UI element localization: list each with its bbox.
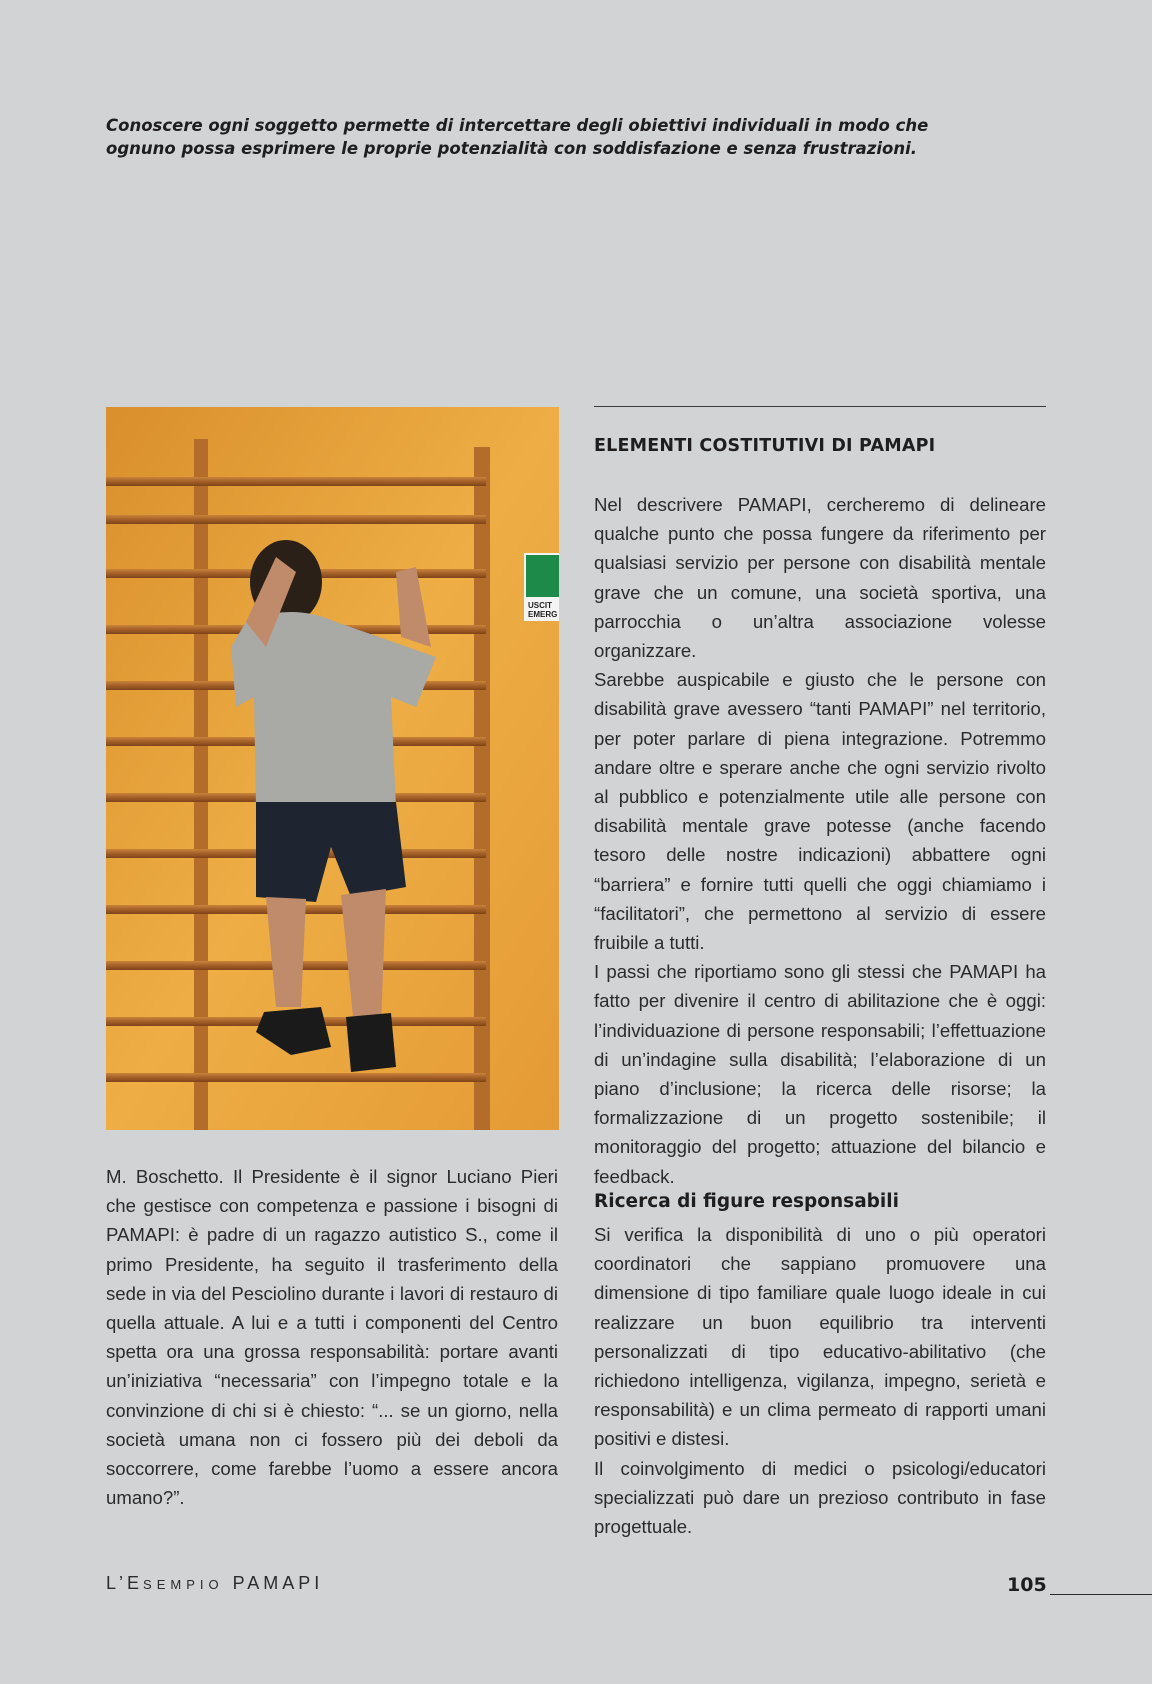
right-column-text bbox=[594, 490, 1046, 1191]
footer-title-smallcaps: SEMPIO bbox=[143, 1577, 224, 1592]
section-rule bbox=[594, 406, 1046, 407]
paragraph: Sarebbe auspicabile e giusto che le persone con disabilità grave avessero “tanti PAMAPI” nel territorio, per poter parlare di piena integrazione. Potremmo andare oltre e sperare anche che ogni servizio rivolto al pubblico e potenzialmente utile alle persone con disabilità mentale grave potesse (anche facendo tesoro delle nostre indicazioni) abbattere ogni “barriera” e fornire tutti quelli che oggi chiamiamo i “facilitatori”, che permettono al servizio di essere fruibile a tutti. bbox=[594, 669, 1046, 954]
footer-title-start: L’E bbox=[106, 1573, 144, 1593]
gym-ladder-photo bbox=[106, 407, 559, 1130]
right-column-text-2 bbox=[594, 1220, 1046, 1541]
page-number-rule bbox=[1050, 1594, 1152, 1595]
subheading: Ricerca di figure responsabili bbox=[594, 1191, 899, 1212]
paragraph: I passi che riportiamo sono gli stessi che PAMAPI ha fatto per divenire il centro di abilitazione che è oggi: l’individuazione di persone responsabili; l’effettuazione di un’indagine sulla disabilità; l’elaborazione di un piano d’inclusione; la ricerca delle risorse; la formalizzazione di un progetto sostenibile; il monitoraggio del progetto; attuazione del bilancio e feedback. bbox=[594, 961, 1046, 1187]
section-heading: ELEMENTI COSTITUTIVI DI PAMAPI bbox=[594, 436, 936, 456]
footer-title-end: PAMAPI bbox=[223, 1573, 324, 1593]
paragraph: Nel descrivere PAMAPI, cercheremo di delineare qualche punto che possa fungere da riferimento per qualsiasi servizio per persone con disabilità mentale grave che un comune, una società sportiva, una parrocchia o un’altra associazione volesse organizzare. bbox=[594, 494, 1046, 662]
page-number: 105 bbox=[1007, 1574, 1047, 1596]
intro-quote: Conoscere ogni soggetto permette di intercettare degli obiettivi individuali in modo che ognuno possa esprimere le proprie potenzialità con soddisfazione e senza frustrazioni. bbox=[106, 116, 929, 158]
sign-text-2: EMERG bbox=[528, 610, 558, 619]
paragraph: Si verifica la disponibilità di uno o più operatori coordinatori che sappiano promuovere una dimensione di tipo familiare quale luogo ideale in cui realizzare un buon equilibrio tra interventi personalizzati di tipo educativo-abilitativo (che richiedono intelligenza, vigilanza, impegno, serietà e responsabilità) e un clima permeato di rapporti umani positivi e distesi. bbox=[594, 1224, 1046, 1450]
paragraph: Il coinvolgimento di medici o psicologi/educatori specializzati può dare un prezioso contributo in fase progettuale. bbox=[594, 1457, 1046, 1538]
photo-illustration bbox=[106, 407, 559, 1130]
sign-text-1: USCIT bbox=[528, 601, 552, 610]
left-column-text bbox=[106, 1162, 558, 1512]
running-footer-title bbox=[106, 1573, 323, 1594]
paragraph: M. Boschetto. Il Presidente è il signor Luciano Pieri che gestisce con competenza e passione i bisogni di PAMAPI: è padre di un ragazzo autistico S., come il primo Presidente, ha seguito il trasferimento della sede in via del Pesciolino durante i lavori di restauro di quella attuale. A lui e a tutti i componenti del Centro spetta ora una grossa responsabilità: portare avanti un’iniziativa “necessaria” con l’impegno totale e la convinzione di chi si è chiesto: “... se un giorno, nella società umana non ci fossero più dei deboli da soccorrere, come farebbe l’uomo a essere ancora umano?”. bbox=[106, 1166, 558, 1509]
